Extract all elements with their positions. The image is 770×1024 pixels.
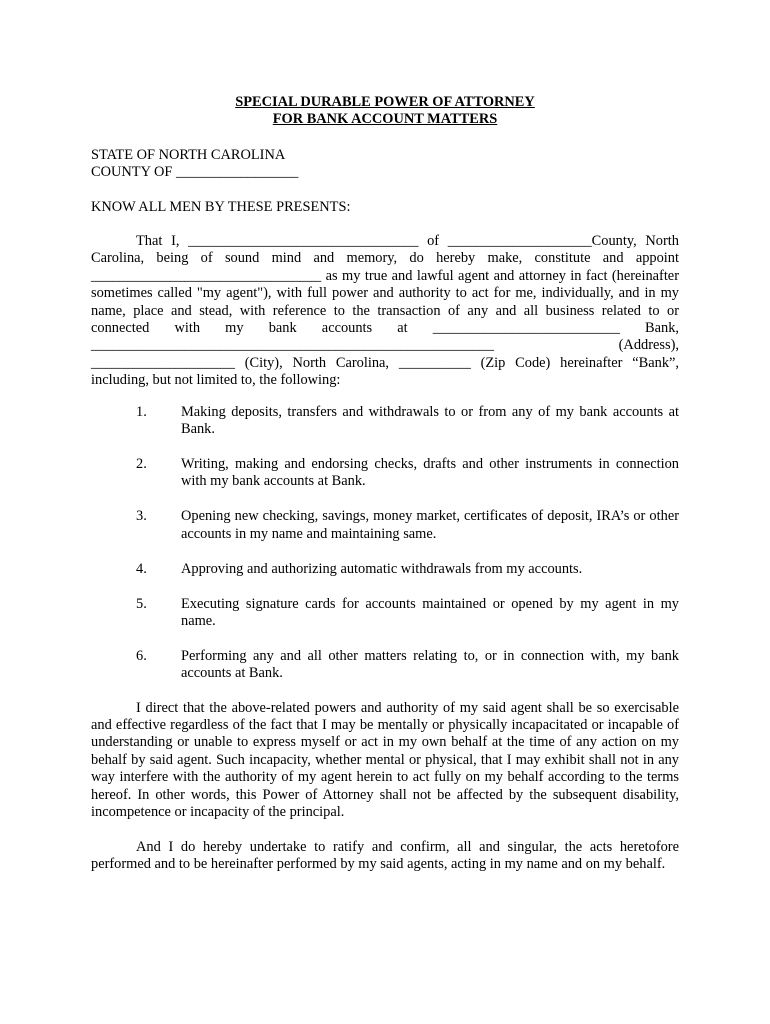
know-all-heading: KNOW ALL MEN BY THESE PRESENTS: xyxy=(91,198,351,215)
list-item-text: Performing any and all other matters relating to, or in connection with, my bank accounts at Bank. xyxy=(181,647,679,682)
document-page xyxy=(91,94,679,873)
list-item xyxy=(91,561,679,578)
intro-paragraph: That I, ________________________________ of ____________________County, North Carolina, being of sound mind and memory, do hereby make, constitute and appoint ________________________________ as my true and lawful agent and attorney in fact (hereinafter sometimes called "my agent"), with full power and authority to act for me, individually, and in my name, place and stead, with reference to the transaction of any and all business related to or connected with my bank accounts at __________________________ Bank, ________________________________________________________ (Address), ____________________ (City), North Carolina, __________ (Zip Code) hereinafter “Bank”, including, but not limited to, the following: xyxy=(91,233,679,389)
list-item-number: 5. xyxy=(136,595,147,612)
list-item-text: Approving and authorizing automatic withdrawals from my accounts. xyxy=(181,560,583,577)
list-item-number: 3. xyxy=(136,508,147,525)
list-item-number: 2. xyxy=(136,456,147,472)
list-item-text: Executing signature cards for accounts maintained or opened by my agent in my name. xyxy=(181,595,679,629)
direct-paragraph: I direct that the above-related powers and authority of my said agent shall be so exercisable and effective regardless of the fact that I may be mentally or physically incapacitated or incapable of understanding or unable to express myself or act in my own behalf at the time of any action on my behalf by said agent. Such incapacity, whether mental or physical, that I may exhibit shall not in any way interfere with the authority of my agent herein to act fully on my behalf according to the terms hereof. In other words, this Power of Attorney shall not be affected by the subsequent disability, incompetence or incapacity of the principal. xyxy=(91,699,679,821)
list-item xyxy=(91,508,679,543)
list-item xyxy=(91,404,679,439)
document-title-line-1: SPECIAL DURABLE POWER OF ATTORNEY xyxy=(235,94,535,110)
list-item-text: Making deposits, transfers and withdrawals to or from any of my bank accounts at Bank. xyxy=(181,403,679,438)
list-item xyxy=(91,596,679,631)
list-item xyxy=(91,456,679,491)
list-item xyxy=(91,648,679,683)
list-item-number: 4. xyxy=(136,560,147,577)
ratify-paragraph: And I do hereby undertake to ratify and confirm, all and singular, the acts heretofore performed and to be hereinafter performed by my said agents, acting in my name and on my behalf. xyxy=(91,838,679,872)
document-title-line-2: FOR BANK ACCOUNT MATTERS xyxy=(272,111,498,128)
list-item-number: 6. xyxy=(136,647,147,664)
state-line: STATE OF NORTH CAROLINA xyxy=(91,146,286,163)
list-item-text: Opening new checking, savings, money market, certificates of deposit, IRA’s or other accounts in my name and maintaining same. xyxy=(181,508,679,542)
county-line: COUNTY OF _________________ xyxy=(91,164,299,181)
powers-list xyxy=(91,404,679,683)
list-item-number: 1. xyxy=(136,403,147,420)
list-item-text: Writing, making and endorsing checks, drafts and other instruments in connection with my bank accounts at Bank. xyxy=(181,456,679,490)
